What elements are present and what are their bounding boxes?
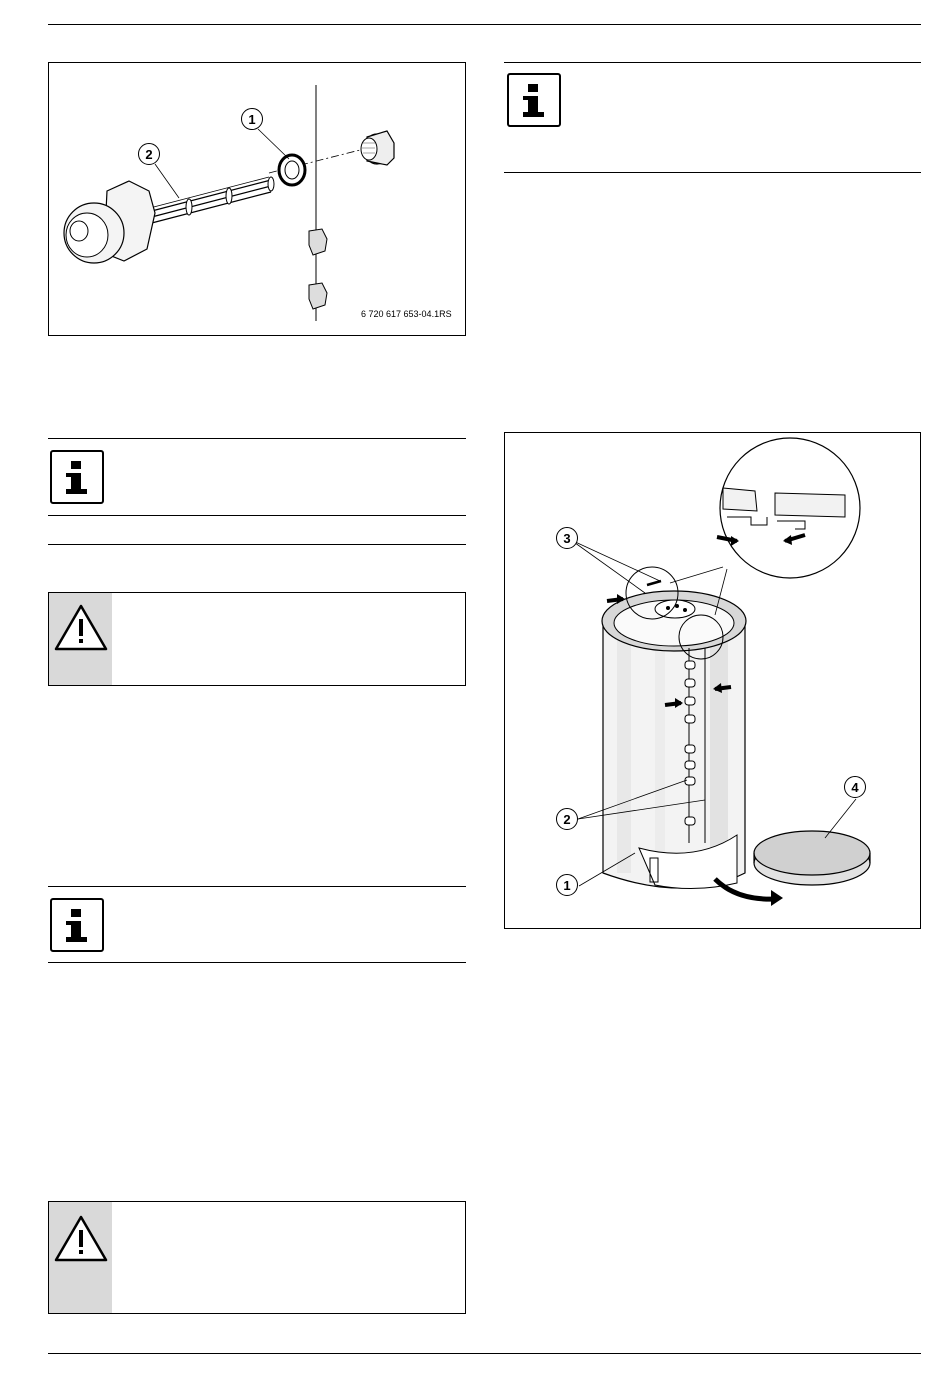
warning-triangle-icon xyxy=(52,602,110,654)
note-rule-bottom xyxy=(48,962,466,963)
warning-panel xyxy=(48,592,466,686)
note-rule-top xyxy=(504,62,921,63)
section-rule xyxy=(48,544,466,545)
note-rule-top xyxy=(48,438,466,439)
callout-2: 2 xyxy=(556,808,578,830)
figure-heating-element xyxy=(48,62,466,336)
callout-1: 1 xyxy=(241,108,263,130)
warning-panel xyxy=(48,1201,466,1314)
warning-triangle-icon xyxy=(52,1213,110,1265)
info-icon xyxy=(50,450,104,504)
info-icon xyxy=(50,898,104,952)
note-rule-bottom xyxy=(48,515,466,516)
info-icon xyxy=(507,73,561,127)
figure-insulation-jacket xyxy=(504,432,921,929)
callout-3: 3 xyxy=(556,527,578,549)
footer-rule xyxy=(48,1353,921,1354)
callout-2: 2 xyxy=(138,143,160,165)
heating-element-illustration xyxy=(49,63,465,335)
figure-code: 6 720 617 653-04.1RS xyxy=(361,309,452,319)
note-rule-bottom xyxy=(504,172,921,173)
insulation-jacket-illustration xyxy=(505,433,920,928)
callout-1: 1 xyxy=(556,874,578,896)
header-rule xyxy=(48,24,921,25)
callout-4: 4 xyxy=(844,776,866,798)
note-rule-top xyxy=(48,886,466,887)
